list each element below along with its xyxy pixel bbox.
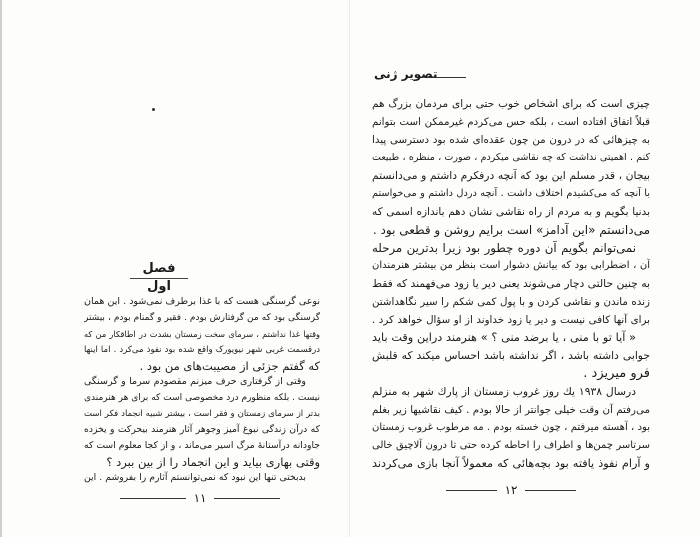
page-number-rule	[214, 498, 280, 499]
text-line: بدبختی تنها این نبود که نمی‌توانستم آثارم را بفروشم . این	[84, 472, 306, 483]
text-line: کنم . اهمیتی نداشت که چه نقاشی میکردم ، صورت ، منظره ، طبیعت	[372, 152, 650, 163]
text-line: « آیا تو با منی ، یا برضد منی ؟ » هنرمند دراین وقت باید	[372, 331, 636, 344]
text-line: چیزی است که برای اشخاص خوب حتی برای مردمان بزرگ هم	[372, 98, 650, 110]
left-page-body	[84, 294, 320, 486]
page-footer	[120, 490, 280, 506]
text-line: بیجان ، قدر مسلم این بود که آنچه درفکرم داشتم و می‌دانستم	[372, 169, 650, 182]
text-line: وقتها غذا نداشتم ، سرمای سخت زمستان بشدت در اطاقکار من که	[84, 329, 320, 339]
chapter-heading: فصل اول	[130, 260, 188, 279]
text-line: فرو میریزد .	[583, 366, 650, 381]
text-line: به چیزهائی که در درون من چون عقده‌ای شده بود دسترسی پیدا	[372, 134, 650, 146]
text-line: جاودانه درآستانهٔ مرگ اسیر می‌ماند ، و از کجا معلوم است که	[84, 440, 320, 451]
text-line: قبلاً اتفاق افتاده است ، بلکه حس می‌کردم غیرممکن است بتوانم	[372, 116, 650, 128]
text-line: سرتاسر چمن‌ها و اطراف را احاطه کرده حتی تا درون آلاچیق خالی	[372, 440, 650, 451]
text-line: می‌رفتم آن وقت خیلی جوانتر از حالا بودم . کیف نقاشیها زیر بغلم	[372, 404, 650, 416]
text-line: زنده ماندن و نقاشی کردن و با پول کمی شکم را سیر نگاهداشتن	[372, 296, 650, 308]
text-line: برای آنها کافی نیست و دیر یا زود خداوند از او سؤال خواهد کرد .	[372, 314, 650, 326]
page-number-rule	[446, 490, 497, 491]
text-line: وقتی از گرفتاری حرف میزنم مقصودم سرما و گرسنگی	[84, 376, 306, 387]
text-line: درسال ۱۹۳۸ یك روز غروب زمستان از پارك شهر به منزلم	[372, 385, 636, 398]
page-number: ۱۲	[504, 483, 518, 497]
text-line: با آنچه که می‌کشیدم اختلاف داشت . آنچه دردل داشتم و می‌خواستم	[372, 188, 650, 199]
text-line: می‌دانستم «این آدامز» است برایم روشن و قطعی بود .	[372, 223, 650, 237]
text-line: به چنین حالتی دچار می‌شوند یعنی دیر یا زود می‌فهمند که فقط	[372, 277, 650, 290]
running-head: تصویر ژنی	[374, 67, 438, 81]
text-line: بدنیا بگویم و به مردم از راه نقاشی نشان دهم باندازه اسمی که	[372, 206, 650, 218]
text-line: و آرام نفوذ یافته بود بچه‌هائی که معمولاً آنجا بازی می‌کردند	[372, 457, 650, 470]
text-line: نوعی گرسنگی هست که با غذا برطرف نمی‌شود . این همان	[84, 296, 320, 307]
page-footer	[446, 482, 576, 498]
text-line: بدتر از سرمای زمستان و فقر است ، بیشتر شبیه انجماد فکر است	[84, 409, 320, 419]
ornament-dot	[152, 108, 155, 111]
right-page-body	[372, 95, 650, 473]
text-line: آن ، اضطرابی بود که بیانش دشوار است بنظر من بیشتر هنرمندان	[372, 260, 650, 271]
text-line: درقسمت غربی شهر نیویورک واقع شده بود نفوذ می‌کرد . اما اینها	[84, 345, 320, 355]
text-line: نیست . بلکه منظورم درد مخصوصی است که برای هر هنرمندی	[84, 393, 320, 403]
right-page	[350, 0, 700, 537]
text-line: که گفتم جزئی از مصیبت‌های من بود .	[139, 359, 320, 373]
text-line: نمی‌توانم بگویم آن دوره چطور بود زیرا بدترین مرحله	[372, 241, 636, 255]
running-head-rule	[426, 77, 466, 78]
text-line: گرسنگی بود که من گرفتارش بودم . فقیر و گمنام بودم ، بیشتر	[84, 313, 320, 323]
page-number-rule	[525, 490, 576, 491]
text-line: جوابی داشته باشد ، اگر نداشته باشد احساس میکند که قلبش	[372, 349, 650, 362]
text-line: که درآن زندگی نبوغ آمیز وجوهر آثار هنرمند بیحرکت و یخزده	[84, 424, 320, 435]
text-line: وقتی بهاری بیاید و این انجماد را از بین ببرد ؟	[106, 455, 320, 469]
page-number: ۱۱	[193, 491, 207, 505]
text-line: بود ، آهسته میرفتم ، چون خسته بودم . مه مرطوب غروب زمستان	[372, 422, 650, 433]
page-number-rule	[120, 498, 186, 499]
